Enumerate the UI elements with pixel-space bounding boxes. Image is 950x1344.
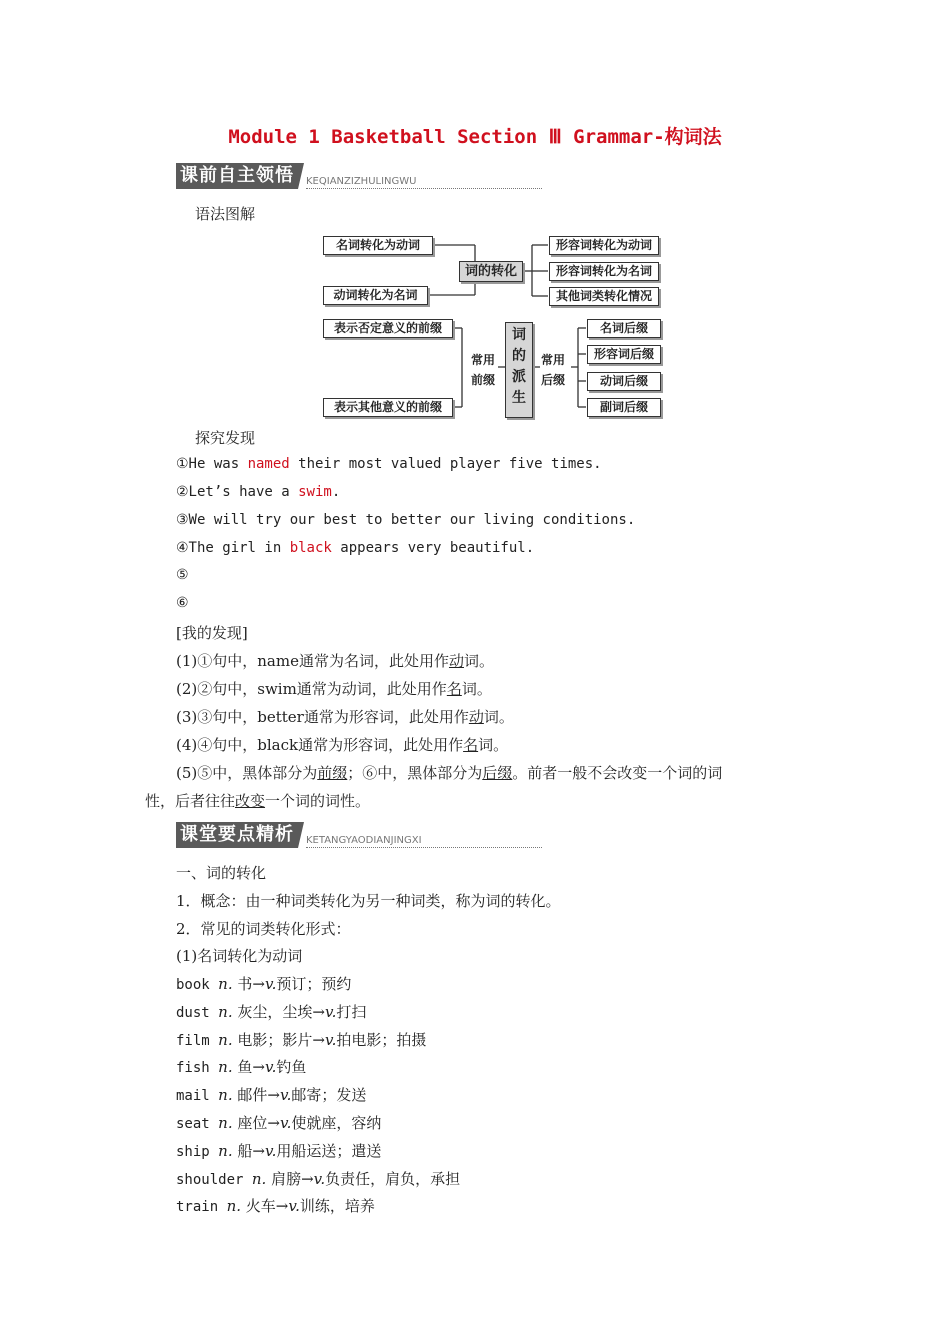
- point-2: 2．常见的词类转化形式：: [176, 920, 351, 938]
- derivation-char: 派: [512, 369, 526, 385]
- entry-pos-noun: n.: [218, 1141, 233, 1160]
- node-adv-suffix: 副词后缀: [587, 398, 661, 417]
- arrow-icon: →: [267, 1086, 280, 1105]
- entry-verb-meaning: 打扫: [336, 1002, 367, 1021]
- finding-text: (1)①句中，name通常为名词，此处用作: [176, 652, 449, 670]
- entry-pos-verb: v.: [324, 1030, 337, 1049]
- entry-verb-meaning: 预订；预约: [276, 975, 352, 993]
- entry-pos-verb: v.: [264, 975, 277, 993]
- example-6: ⑥: [176, 595, 189, 611]
- entry-word: shoulder: [176, 1171, 252, 1188]
- label-line: 常用: [470, 353, 495, 367]
- node-other-conversion: 其他词类转化情况: [549, 287, 659, 306]
- finding-text: (3)③句中，better通常为形容词，此处用作: [176, 708, 469, 726]
- example-1: [176, 456, 602, 472]
- finding-4: [176, 734, 508, 755]
- entry-noun-meaning: 鱼: [232, 1058, 253, 1077]
- node-adj-to-noun: 形容词转化为名词: [549, 262, 659, 281]
- entry-verb-meaning: 邮寄；发送: [291, 1086, 367, 1105]
- banner-label: 课前自主领悟: [176, 163, 298, 189]
- example-text: ①He was: [176, 456, 248, 472]
- example-text: appears very beautiful.: [331, 540, 535, 556]
- point-1: 1．概念：由一种词类转化为另一种词类，称为词的转化。: [176, 892, 561, 910]
- finding-text: 词。: [463, 652, 494, 670]
- example-text: ④The girl in: [176, 540, 290, 556]
- finding-text: (4)④句中，black通常为形容词，此处用作: [176, 736, 464, 754]
- node-other-prefix: 表示其他意义的前缀: [323, 398, 453, 417]
- entry-pos-verb: v.: [324, 1002, 337, 1021]
- page-title: Module 1 Basketball Section Ⅲ Grammar-构词法: [228, 126, 722, 148]
- entry-pos-verb: v.: [264, 1141, 277, 1160]
- node-noun-suffix: 名词后缀: [587, 319, 661, 338]
- finding-text: ；⑥中，黑体部分为: [347, 764, 483, 782]
- banner-pinyin: KEQIANZIZHULINGWU: [306, 176, 542, 189]
- finding-answer: 名: [463, 736, 479, 754]
- entry-word: book: [176, 977, 219, 993]
- entry-word: fish: [176, 1060, 219, 1077]
- entry-pos-verb: v.: [313, 1169, 326, 1188]
- entry-verb-meaning: 负责任，肩负，承担: [325, 1169, 461, 1188]
- derivation-char: 的: [512, 348, 526, 364]
- finding-text: 词。: [483, 708, 514, 726]
- arrow-icon: →: [301, 1169, 314, 1188]
- word-entry: [176, 1140, 381, 1161]
- example-5: ⑤: [176, 567, 189, 583]
- finding-answer: 后缀: [482, 764, 513, 782]
- example-2: [176, 484, 340, 500]
- finding-5: [176, 762, 722, 783]
- finding-text: 词。: [461, 680, 492, 698]
- entry-pos-verb: v.: [264, 1058, 277, 1077]
- finding-answer: 改变: [235, 792, 266, 810]
- finding-text: (5)⑤中，黑体部分为: [176, 764, 318, 782]
- finding-answer: 名: [446, 680, 462, 698]
- finding-text: (2)②句中，swim通常为动词，此处用作: [176, 680, 447, 698]
- word-entry: [176, 973, 351, 994]
- banner-label: 课堂要点精析: [176, 822, 298, 848]
- entry-verb-meaning: 钓鱼: [276, 1058, 307, 1077]
- entry-verb-meaning: 训练，培养: [299, 1197, 375, 1216]
- arrow-icon: →: [252, 975, 265, 993]
- example-highlight: swim: [298, 484, 332, 500]
- entry-noun-meaning: 肩膀: [266, 1169, 302, 1188]
- entry-noun-meaning: 书: [232, 975, 253, 993]
- finding-5-cont: [145, 790, 370, 811]
- finding-1: [176, 650, 494, 671]
- word-entry: [176, 1112, 381, 1133]
- entry-word: dust: [176, 1004, 219, 1021]
- node-derivation: [505, 322, 533, 418]
- finding-text: 。前者一般不会改变一个词的词: [512, 764, 723, 782]
- label-common-suffix: [539, 350, 567, 390]
- entry-pos-noun: n.: [251, 1169, 267, 1188]
- entry-word: mail: [176, 1088, 219, 1105]
- entry-noun-meaning: 座位: [232, 1114, 268, 1132]
- entry-pos-noun: n.: [226, 1197, 242, 1216]
- findings-heading: [我的发现]: [176, 624, 248, 642]
- node-negative-prefix: 表示否定意义的前缀: [323, 319, 453, 338]
- entry-noun-meaning: 船: [232, 1141, 253, 1160]
- entry-verb-meaning: 用船运送；遣送: [276, 1141, 382, 1160]
- entry-verb-meaning: 使就座，容纳: [291, 1114, 382, 1132]
- finding-text: 性，后者往往: [145, 792, 236, 810]
- entry-pos-noun: n.: [218, 1002, 233, 1021]
- finding-answer: 动: [448, 652, 464, 670]
- entry-pos-verb: v.: [279, 1114, 292, 1132]
- entry-pos-noun: n.: [218, 1086, 233, 1105]
- example-text: .: [331, 484, 341, 500]
- label-line: 前缀: [470, 373, 495, 387]
- entry-pos-noun: n.: [218, 1030, 233, 1049]
- label-common-prefix: [469, 350, 497, 390]
- label-line: 常用: [540, 353, 565, 367]
- word-entry: [176, 1056, 306, 1077]
- derivation-char: 词: [512, 327, 526, 343]
- word-entry: [176, 1084, 366, 1105]
- word-entry: [176, 1168, 460, 1189]
- entry-noun-meaning: 电影；影片: [232, 1030, 313, 1049]
- banner-pinyin: KETANGYAODIANJINGXI: [306, 835, 542, 848]
- diagram-heading: 语法图解: [195, 205, 256, 223]
- example-highlight: named: [247, 456, 290, 472]
- arrow-icon: →: [312, 1002, 325, 1021]
- example-4: [176, 540, 534, 556]
- word-entry: [176, 1001, 366, 1022]
- entry-noun-meaning: 火车: [241, 1197, 276, 1216]
- example-text: ②Let’s have a: [176, 484, 299, 500]
- entry-pos-noun: n.: [218, 1114, 233, 1132]
- finding-answer: 动: [468, 708, 484, 726]
- entry-noun-meaning: 灰尘，尘埃: [232, 1002, 313, 1021]
- arrow-icon: →: [275, 1197, 289, 1216]
- arrow-icon: →: [267, 1114, 280, 1132]
- entry-verb-meaning: 拍电影；拍摄: [336, 1030, 427, 1049]
- arrow-icon: →: [252, 1141, 265, 1160]
- entry-pos-verb: v.: [279, 1086, 292, 1105]
- node-verb-suffix: 动词后缀: [587, 372, 661, 391]
- entry-pos-noun: n.: [218, 975, 233, 993]
- label-line: 后缀: [540, 373, 565, 387]
- explore-heading: 探究发现: [195, 429, 256, 447]
- arrow-icon: →: [312, 1030, 325, 1049]
- entry-word: train: [176, 1199, 227, 1216]
- example-text: their most valued player five times.: [289, 456, 602, 472]
- derivation-char: 生: [512, 390, 526, 406]
- entry-noun-meaning: 邮件: [232, 1086, 268, 1105]
- node-verb-to-noun: 动词转化为名词: [323, 286, 428, 305]
- node-word-conversion: 词的转化: [459, 261, 523, 282]
- word-entry: [176, 1195, 375, 1216]
- node-adj-to-verb: 形容词转化为动词: [549, 236, 659, 255]
- finding-3: [176, 706, 514, 727]
- example-3: [176, 512, 635, 528]
- node-noun-to-verb: 名词转化为动词: [323, 236, 433, 255]
- section-banner-class: [176, 822, 542, 848]
- finding-text: 一个词的词性。: [265, 792, 371, 810]
- node-adj-suffix: 形容词后缀: [587, 345, 661, 364]
- finding-text: 词。: [478, 736, 509, 754]
- entry-pos-noun: n.: [218, 1058, 233, 1077]
- example-text: ③We will try our best to better our living conditions.: [176, 512, 636, 528]
- entry-word: seat: [176, 1116, 219, 1132]
- finding-2: [176, 678, 492, 699]
- example-highlight: black: [289, 540, 332, 556]
- arrow-icon: →: [252, 1058, 265, 1077]
- section-heading: 一、词的转化: [176, 864, 267, 882]
- word-entry: [176, 1029, 426, 1050]
- entry-word: ship: [176, 1143, 219, 1160]
- finding-answer: 前缀: [317, 764, 348, 782]
- subheading: (1)名词转化为动词: [176, 947, 303, 965]
- entry-pos-verb: v.: [288, 1197, 300, 1216]
- entry-word: film: [176, 1032, 219, 1049]
